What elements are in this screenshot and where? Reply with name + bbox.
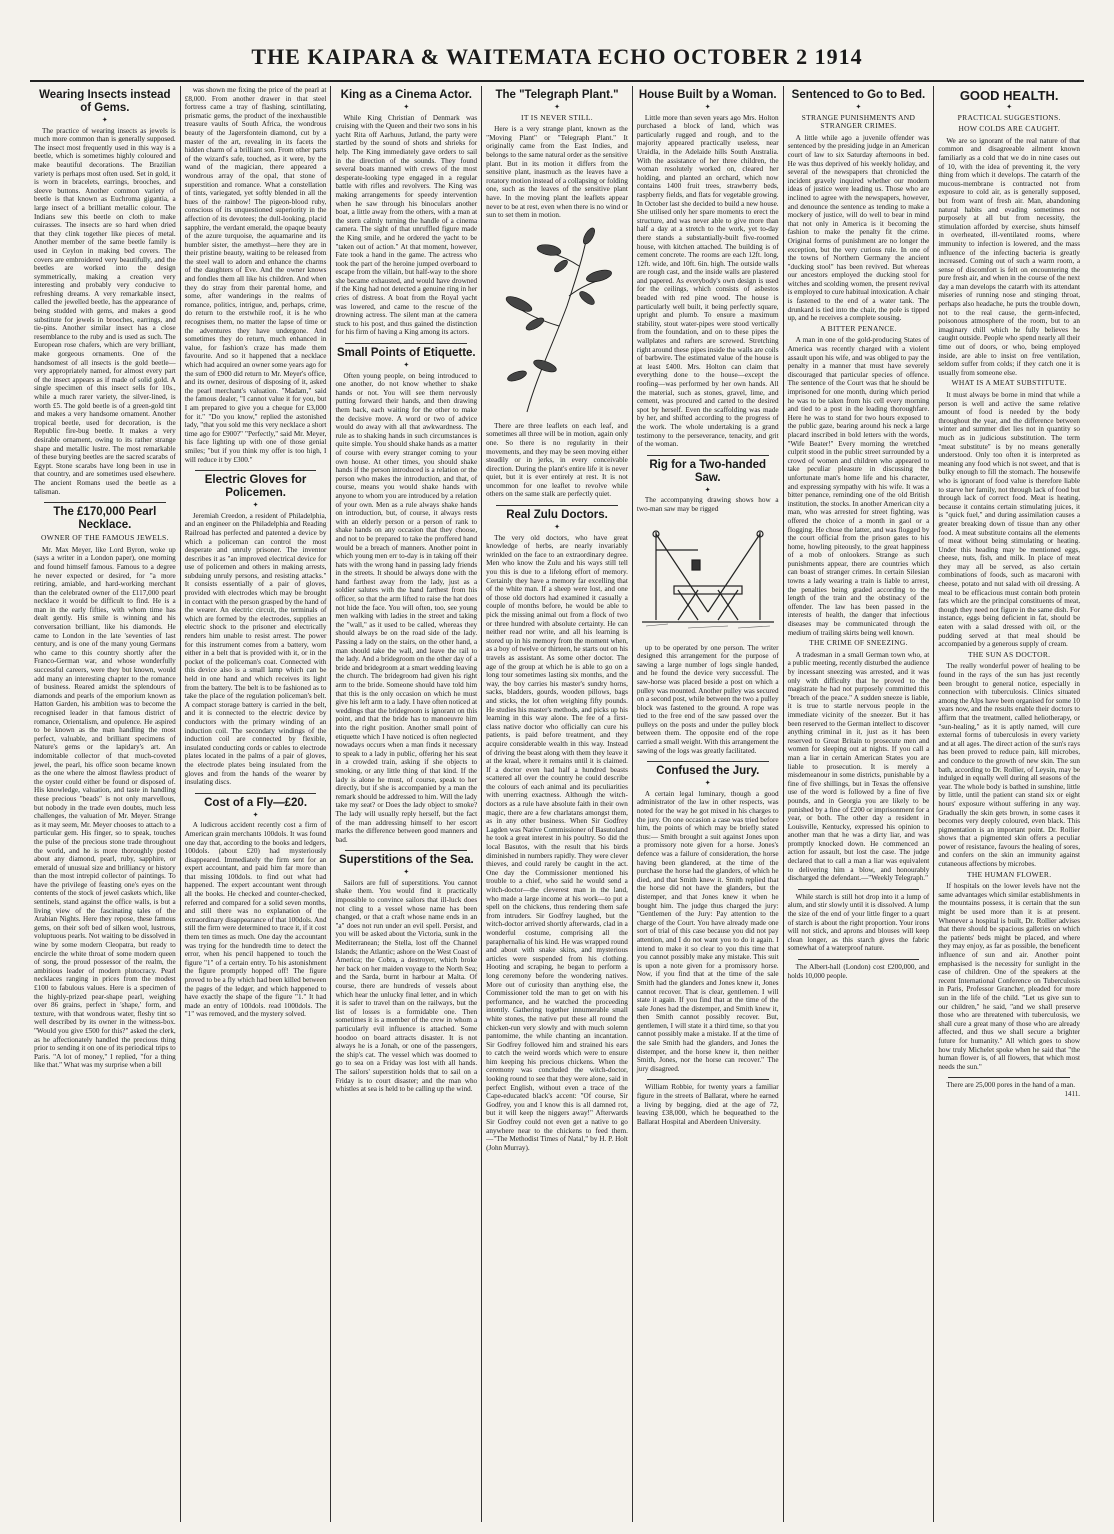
divider (647, 1079, 769, 1080)
column-2 (180, 86, 331, 1522)
star-divider: ✦ (554, 523, 560, 532)
article-body: If hospitals on the lower levels have not the same advantages which similar establishments in the mountains possess, it is certain that the sun might be used more than it is at present. Whenever a hospital is built, Dr. Rollier advises that there should be spacious galleries on which the patients' beds might be placed, and where they may enjoy, as far as possible, the beneficent influence of sun and air. Another point emphasised is the necessity for sunlight in the case of children. One of the speakers at the recent International Conference on Tuberculosis in Paris, Professor Grancher, pleaded for more sun in the life of the child. "Let us give sun to our children," he said, "and we shall preserve those who are threatened with tuberculosis, we shall cure a great many of those who are already affected, and thus we shall secure a brighter future for humanity." All which goes to show how truly Michelet spoke when he said that "the human flower is, of all flowers, that which most needs the sun." (938, 882, 1081, 1071)
headline: The £170,000 Pearl Necklace. (53, 506, 157, 532)
star-divider: ✦ (855, 103, 862, 111)
divider (948, 1077, 1070, 1078)
headline: Small Points of Etiquette. (336, 347, 476, 360)
divider (345, 850, 467, 851)
article-pearl-necklace (34, 506, 176, 1070)
article-body: William Robbie, for twenty years a familiar figure in the streets of Ballarat, where he earned a living by begging, died at the age of 72, leaving £38,000, which he bequeathed to the Ballarat Hospital and Aberdeen University. (636, 1083, 779, 1126)
star-divider: ✦ (403, 361, 410, 370)
article-good-health (938, 89, 1080, 1071)
article-body: Little more than seven years ago Mrs. Holton purchased a block of land, which was particularly rugged and rough, and to the majority appeared practically useless, near Uraidla, in the Adelaide hills South Australia. With the assistance of her three children, the woman resolutely worked on, cleared her holding, and planted an orchard, which now contains 1400 fruit trees, strawberry beds, raspberry fields, and flats for vegetable growing. In October last she decided to build a new house. She utilised only her spare moments to erect the structure, and was never able to give more than half a day at a stretch to the work, yet to-day there stands a substantially-built five-roomed house, with kitchen attached. The building is of cement concrete. The rooms are each 12ft. long, 12ft. wide, and 10ft. 6in. high. The outside walls are rough cast, and the inside walls are plastered and papered. As everybody's own design is used for the ceilings, which consists of asbestos beaded with red pine wood. The house is particularly well built, it being perfectly square, upright and plumb. To ensure a maximum stability, stout water-pipes were stood vertically from the foundation, and on to these pipes the wallplates and rafters are screwed. Stretching right around these pipes inside the walls are coils of barbwire. The estimated value of the house is at least £400. Mrs. Holton can claim that everything done to the house—except the roofing—was performed by her own hands. All the material, such as stones, gravel, lime, and cement, was procured and carted to the desired spot by herself. Even the scaffolding was made by her, and shifted according to the progress of the work. The whole undertaking is a grand testimony to the perseverance, tenacity, and grit of the woman. (636, 113, 779, 449)
article-starch-tip (788, 893, 930, 953)
star-divider: ✦ (704, 103, 711, 111)
headline: Confused the Jury. (656, 765, 760, 778)
telegraph-plant-illustration (497, 226, 617, 416)
article-body: The accompanying drawing shows how a two-man saw may be rigged (636, 496, 779, 513)
article-body: A little while ago a juvenile offender was sentenced by the presiding judge in an American court of law to six Saturday afternoons in bed. He was thus deprived of his weekly holiday, and several of the newspapers that chronicled the incident gravely inquired whether our modern ideas of justice were leading us. Those who are inclined to agree with the newspapers, however, and denounce the sentence as tending to make a mockery of justice, will do well to bear in mind that not only in America is it becoming the fashion to make the penalty fit the crime. Original forms of punishment are no longer the exception, but the very curious rule. In one of the towns of Northern Germany the ancient "ducking stool" has been revived. But whereas our ancestors employed the ducking stool for witches and scolding women, the present revival is employed to cure habitual intoxication. A chair is fastened to the end of a water tank. The drunkard is tied into the chair, the pole is tipped up, and he receives a complete sousing. (787, 133, 930, 323)
column-1 (30, 86, 180, 1522)
article-body: There are 25,000 pores in the hand of a man. (946, 1081, 1076, 1090)
column-4 (481, 86, 632, 1522)
subheading: THE CRIME OF SNEEZING. (809, 638, 908, 648)
masthead-rule (30, 80, 1084, 82)
article-confused-jury (637, 765, 779, 1073)
article-zulu-doctors (486, 509, 628, 1152)
article-pearl-necklace-cont (185, 86, 327, 464)
subheading: PRACTICAL SUGGESTIONS. (957, 112, 1061, 122)
headline: House Built by a Woman. (638, 89, 777, 101)
star-divider: ✦ (1006, 103, 1013, 111)
article-electric-gloves (185, 474, 327, 787)
article-wearing-insects (34, 89, 176, 496)
article-body: Jeremiah Creedon, a resident of Philadelphia, and an engineer on the Philadelphia and Reading Railroad has perfected and patented a device by which a policeman can control the most desperate and unruly prisoner. The inventor describes it as "an improved electrical device for use of policemen and others in making arrests, subduing unruly persons, and resisting attacks." It consists essentially of a pair of gloves, provided with electrodes which may be brought in contact with the person grasped by the hand of the wearer. An electric circuit, the terminals of which are formed by the electrodes, supplies an electric shock to the prisoner and electrically renders him unable to resist arrest. The power for this instrument comes from a battery, worn either in a belt that is provided with it, or in the pocket of the policeman's coat. Connected with this device also is a small lamp which can be held in one hand and which receives its light from the battery. The belt is to be fashioned as to take the place of the regulation policeman's belt. A compact storage battery is carried in the belt, and it is connected to the electric device by conductors with the primary winding of an induction coil. The secondary windings of the induction coil are connected by flexible, insulated conducting cords or cables to electrode plates located in the palms of a pair of gloves, the electrode plates being insulated from the gloves and from the hands of the wearer by insulating discs. (184, 511, 327, 787)
masthead-title: THE KAIPARA & WAITEMATA ECHO OCTOBER 2 1914 (251, 44, 863, 69)
star-divider: ✦ (252, 810, 259, 819)
article-body: Sailors are full of superstitions. You cannot shake them. You would find it practically impossible to convince sailors that ill-luck does not cling to a vessel whose name has been changed, or that a craft whose name ends in an "a" does not run under an evil spell. Persist, and you will be asked about the Victoria, sunk in the Mediterranean; the Stella, lost off the Channel Islands; the Atlantic; ashore on the West Coast of America; the Cobra, a destroyer, which broke her back on her maiden voyage to the North Sea; and the Sarda, burnt in harbour at Malta. Of course, there are hundreds of vessels about which hear the unlucky final letter, and in which it is safer to travel than on the railways, but the list of losses is a formidable one. Then sometimes it is a member of the crew in whom a particularly evil influence is attached. Some hoodoo on board attracts disaster. It is not always he is a Jonah, or one of the passengers, the ship's cat. The vessel which was doomed to go to sea on a Friday was lost with all hands. The sailors' superstition holds that to sail on a Friday is to court disaster; and the man who whistles at sea is held to be calling up the wind. (335, 878, 478, 1094)
headline: Rig for a Two-handed Saw. (649, 458, 767, 484)
divider (44, 502, 166, 503)
divider (798, 959, 920, 960)
article-body: The very old doctors, who have great knowledge of herbs, are nearly invariably wrinkled on the face to an extraordinary degree. Men who know the Zulu and his ways still tell you this is due to a lifelong effort of memory. Certainly they have a memory far excelling that of the white man. If a sheep were lost, and one of those old doctors had examined it casually a couple of months before, he would be able to pick the missing animal out from a flock of two or three hundred with absolute certainty. He can neither read nor write, and all his learning is stored up in his memory from the moment when, as a boy of twelve or thirteen, he starts out on his travels as assistant. As some other doctor. The age of the group at which he is able to go on a long tour sometimes lasting six months, and the way, the boy carries his master's sundry horns, sacks, bladders, gourds, wooden pillows, bags and sticks, the lot often weighing fifty pounds. He studies his master's methods, and picks up his learning in this way alone. The fee of a first-class native doctor who officially can cure his patients, is paid before treatment, and they acquire considerable wealth in this way. Instead of driving the beast along with them they leave it at the kraal, where it remains until it is claimed. If a doctor even had half a hundred beasts scattered all over the country he could describe the colours of each animal and its peculiarities with unerring exactness. Although the witch-doctors as a rule have absolute faith in their own magic, there are a few charlatans amongst them, as in any other business. When Sir Godfrey Lagden was Native Commissioner of Basutoland he took a great interest in his poultry. So did the local Basutos, with the result that his birds diminished in numbers rapidly. They were clever thieves, and could rarely be caught in the act. One day the Commissioner mentioned his trouble to a chief, who said he would send a witch-doctor—the cleverest man in the land, who made a large income at his work—to put a spell on the chickens, thus rendering them safe from intruders. Sir Godfrey laughed, but the witch-doctor arrived shortly afterwards, clad in a wonderful costume, comprising all the paraphernalia of his kind. He was wrapped round and about with snake skins, and mysterious articles were suspended from his clothing. Hooting and scraping, he began to perform a long ceremony before the wondering natives. More out of curiosity than anything else, the Commissioner told the man to get on with his performance, and he watched the proceeding intently. Gathering together innumerable small white stones, the native put these all round the chicken-run very slowly and with much solemn pantomime, the while chanting an incantation. Sir Godfrey followed him and strained his ears to catch the weird words which were to ensure him keeping his precious chickens. When the ceremony was concluded the witch-doctor, looking round to see that they were alone, said in perfect English, without even a trace of the Cape-educated black's accent: "Of course, Sir Godfrey, you and I know this is all damned rot, but it will keep the niggers away!" Afterwards Sir Godfrey could not even get a native to go anywhere near to the chickens to feed them.—"The Methodist Times of Natal," by H. P. Holt (John Murray). (486, 533, 628, 1152)
article-house-built (637, 89, 779, 449)
article-body: A man in one of the gold-producing States of America was recently charged with a violent assault upon his wife, and was obliged to pay the penalty in a manner that must have severely discouraged that particular species of offence. The sentence of the Court was that he should be imprisoned for one month, during which period he was to be taken from his cell every morning and tied to a post in the leading thoroughfare. Here he was to stand for two hours exposed to the public gaze, bearing around his neck a large placard inscribed in bold letters with the words, "Wife Beater!" Every morning the wretched culprit stood in the public street surrounded by a crowd of women and children who appeared to take peculiar pleasure in discussing the unfortunate man's home life and his character, and expressing sympathy with his wife. It was a bitter penance, reminding one of the old British institution, the stocks. In another American city a man, who was arrested for street fighting, was offered the choice of a month in gaol or a flogging. He chose the latter, and was flogged by the court official from the prison gates to his home, howling piteously, to the great happiness of a mob of onlookers. Strange as such punishments appear, there are countries which can boast of stranger crimes. In certain Silesian towns a lady wearing a train is liable to arrest, the penalties being graded according to the length of the train and the obstinacy of the offender. The law has been passed in the interests of health, the danger that infectious diseases may be communicated through the medium of trailing skirts being well known. (787, 336, 930, 637)
subheading: A BITTER PENANCE. (820, 323, 897, 333)
article-body: up to be operated by one person. The writer designed this arrangement for the purpose of sawing a large number of logs single handed, and he found the device very successful. The saw-horse was placed beside a post on which a pulley was mounted. Another pulley was secured on a second post, while between the two a pulley block was fastened to the ground. A rope was tied to the free end of the saw passed over the pulleys on the posts and under the pulley block between them. The opposite end of the rope carried a small weight. With this arrangement the sawing of the logs was greatly facilitated. (636, 643, 779, 755)
subheading: IT IS NEVER STILL. (521, 112, 593, 122)
headline: Wearing Insects instead of Gems. (39, 89, 171, 114)
column-3 (330, 86, 481, 1522)
article-body: Here is a very strange plant, known as the "Moving Plant" or "Telegraph Plant." It originally came from the East Indies, and belongs to the same natural order as the sensitive plant. But in its motion it differs from the sensitive plant, inasmuch as the leaves have a rotatory motion instead of a collapsing or folding one, such as the leaves of the sensitive plant have. In the moving plant the leaflets appear never to be at rest, even when there is no wind or sun to set them in motion. (486, 125, 628, 220)
article-body: While starch is still hot drop into it a lump of alum, and stir slowly until it is dissolved. A lump the size of the end of your little finger to a quart of starch is about the right proportion. Your irons will not stick, and aprons and blouses will keep clean longer, as this starch gives the fabric somewhat of a waterproof nature. (787, 892, 930, 953)
headline: King as a Cinema Actor. (340, 89, 472, 101)
article-telegraph-plant (486, 89, 628, 499)
article-body: The really wonderful power of healing to be found in the rays of the sun has just recently been brought to general notice, especially in connection with tuberculosis. Clinics situated among the Alps have been organised for some 10 years now, and the results enable their doctors to affirm that the treatment, called heliotherapy, or "sun-healing," as it is aptly named, will cure external forms of tuberculosis in every variety and at all ages. The direct action of the sun's rays has been proved to reduce pain, kill microbes, and conduce to the growth of new skin. The sun bath, according to Dr. Rollier, of Leysin, may be indulged in equally well during all seasons of the year. The whole body is bathed in sunshine, little by little, until the patient can stand six or eight hours' exposure without suffering in any way. Gradually the skin gets brown, in some cases it becomes very deeply coloured, even black. This pigmentation is an important point. Dr. Rollier shows that a pigmented skin offers a peculiar power of resistance, favours the healing of sores, and confers on the skin an immunity against cutaneous affections by microbes. (938, 662, 1081, 869)
headline: Real Zulu Doctors. (506, 509, 608, 522)
star-divider: ✦ (252, 501, 259, 510)
saw-rig-illustration (638, 520, 778, 638)
article-body: It must always be borne in mind that while a person is well and active the same relative amount of food is needed by the body throughout the year, and the difference between winter and summer diet lies not in quantity so much as in judicious substitution. The term "meat substitute" is by no means generally understood. Only too often it is interpreted as meaning any food which is not sweet, and that is bulky enough to fill the stomach. The housewife who is ignorant of food value is therefore liable to starve her family, not through lack of food but through lack of correct food. Meat is heating, because it contains certain stimulating juices, it is "quick fuel," and during assimilation causes a greater breaking down of tissue than any other food. A meat substitute contains all the elements of meat without being stimulating or heating. Under this heading may be mentioned eggs, cheese, nuts, fish, and milk. In place of meat they may all be served, as also certain combinations of foods, such as macaroni with cheese, potato and nut salad with oil dressing. A meal to be efficacious must contain both protein fats which are the principal constituents of meat, though they need not figure in the same dish. For instance, eggs being deficient in fat, should be eaten with a salad dressed with oil, or the pudding served at that meal should be accompanied by a generous supply of cream. (938, 391, 1081, 649)
divider (798, 889, 920, 890)
article-body: While King Christian of Denmark was cruising with the Queen and their two sons in his yacht Rita off Aarhuus, Jutland, the party were startled by the sound of shots and shrieks for help. The King immediately gave orders to sail in the direction of the sounds. They found several boats manned with crews of the most desperate-looking type engaged in a regular battle with rifles and revolvers. The King was making arrangements for speedy intervention when he saw through his binoculars another boat, a little away from the others, with a man at the stern calmly turning the handle of a cinema camera. The sight of that unruffled figure made the King smile, and he ordered the yacht to be "taken out of action." At that moment, however, Fate took a hand in the game. The actress who took the part of the heroine jumped overboard to escape from the villain, but half-way to the shore she became exhausted, and would have drowned if the King had not detected a genuine ring in her cries of distress. A boat from the Royal yacht was lowered, and came to the rescue of the drowning actress. The silent man at the camera stuck to his post, and thus gained the distinction for his firm of having a King among its actors. (335, 113, 478, 337)
divider (647, 455, 769, 456)
column-5 (632, 86, 783, 1522)
divider (496, 505, 618, 506)
article-body: A certain legal luminary, though a good administrator of the law in other respects, was noted for the way he got mixed in his charges to the jury. On one occasion a case was tried before him, the points of which may be briefly stated thus:— Smith brought a suit against Jones upon a promissory note given for a horse. Jones's defence was a failure of consideration, the horse having been glandered, at the time of the purchase the horse had the glanders, of which he died, and that Smith knew it. Smith replied that the horse did not have the glanders, but the distemper, and that Jones knew it when he bought him. The judge thus charged the jury: "Gentlemen of the Jury: Pay attention to the charge of the Court. You have already made one sort of trial of this case because you did not pay attention, and I do not want you to do it again. I intend to make it so clear to you this time that you cannot possibly make any mistake. This suit is upon a note given for a promissory horse. Now, if you find that at the time of the sale Smith had the glanders and Jones knew it, Jones cannot recover. That is clear, gentlemen. I will state it again. If you find that at the time of the sale Jones had the distemper, and Smith knew it, then Smith cannot possibly recover. But, gentlemen, I will state it a third time, so that you cannot possibly make a mistake. If at the time of the sale Smith had the glanders, and Jones the distemper, and the horse knew it, then neither Smith, Jones, nor the horse can recover." The jury disagreed. (636, 789, 779, 1073)
headline: Sentenced to Go to Bed. (791, 89, 926, 101)
article-albert-hall (788, 963, 930, 980)
subheading: OWNER OF THE FAMOUS JEWELS. (41, 533, 169, 543)
headline: Superstitions of the Sea. (338, 854, 474, 867)
star-divider: ✦ (403, 868, 410, 877)
article-body: was shown me fixing the price of the pearl at £8,000. From another drawer in that steel fortress came a tray of flashing, scintillating, prismatic gems, the product of the inexhaustible treasure vaults of South Africa, the wondrous beauty of the Jagersfontein diamond, cut by a master of the art, revealing in its facets the hidden charm of a brilliant son. From other parts of the wizard's safe, touched, as it were, by the wand of the magician, there appeared a wondrous array of the opal, that stone of superstition and romance. What a constellation of tints, variegated, yet softly blended in all the hues of the rainbow! The pigeon-blood ruby, conscious of its unquestioned superiority in the affection of its devotees; the dull-looking, placid sapphire, the verdant emerald, the opaque beauty of the azure turquoise, the aquamarine and its humbler sister, the amethyst—here they are in their pristine beauty, waiting to be released from the steel wall to adorn and enhance the charms of the daughters of Eve. And the owner knows and fondles them all like his children. And when they do stray from their parental home, and some, after wanderings in the realms of romance, politics, intrigue, and, perhaps, crime, do return to the erstwhile roof, it is he who recognises them, no matter the lapse of time or the adventures they have undergone. And sometimes they do return, much enhanced in value, for fashion's craze has made them favourite. And so it happened that a necklace which had acquired an owner some years ago for the sum of £900 did return to Mr. Meyer's office, and its owner, desirous of disposing of it, asked the pearl merchant's valuation. "Madam," said the famous dealer, "I cannot value it for you, but I am prepared to give you a cheque for £3,000 for it." "Do you know," replied the astonished lady, "that you sold me this very necklace a short time ago for £900?" "Perfectly," said Mr. Meyer, his face lighting up with one of those genial smiles; "but if you think my offer is too high, I will reduce it by £300." (184, 86, 327, 464)
divider (345, 343, 467, 344)
headline: Cost of a Fly—£20. (204, 796, 308, 809)
article-two-handed-saw (637, 459, 779, 756)
headline: GOOD HEALTH. (959, 88, 1059, 103)
column-6 (783, 86, 934, 1522)
star-divider: ✦ (403, 103, 410, 111)
divider (647, 761, 769, 762)
subheading: THE SUN AS DOCTOR. (967, 649, 1051, 659)
star-divider: ✦ (704, 779, 711, 788)
article-body: The practice of wearing insects as jewels is much more common than is generally supposed. The insect most frequently used in this way is a beetle, which is sometimes highly coloured and make beautiful decorations. The Brazilian variety is perhaps most often used. Set in gold, it is worn in bracelets, earrings, brooches, and sleeve buttons. Another common variety of beetle is that known as Euchroma gigantia, a large insect of a brilliant metallic colour. The Indians sew this beetle on cloth to make cuirasses. The insects are so hard when dried that they clink together like pieces of metal. Another member of the same beetle family is used in Ceylon in making bed covers. The covers are embroidered very beautifully, and the beetles are worked into the design symmetrically, making a creation very interesting and probably very conducive to refreshing dreams. A very remarkable insect, called the jewelled beetle, has the appearance of being studded with gems, and makes a good substitute for jewels in brooches, earrings, and tie-pins. Another similar insect has a close resemblance to the ruby and is used as such. The European rose chafers, which are very brilliant, make gorgeous ornaments. One of the handsomest of all insects is the gold beetle—very appropriately named, for almost every part of the insect appears as if made of solid gold. A single specimen of this insect sells for 10s., while a much rarer variety, the silver-lined, is worth £5. The gold beetle is of a green-gold tint and makes a very handsome ornament. Another tropical beetle, used for decoration, is the Republic fire-bug beetle. It makes a very desirable ornament, owing to its rather strange shape and metallic lustre. The most remarkable of these burying beetles are the sacred scarabs of Egypt. Stone scarabs have long been in use in that country, and are sometimes used elsewhere. The ancient Romans used the beetle as a talisman. (34, 126, 176, 496)
column-7 (933, 86, 1084, 1522)
article-body: We are so ignorant of the real nature of that common and disagreeable ailment known familiarly as a cold that we do in nine cases out of 10, with the idea of preventing it, the very thing from which it develops. The catarrh of the mucous-membrane is contracted not from exposure to cold air, as is generally supposed, but from want of fresh air. Man, abandoning natural habits and evading sometimes not purposely at all but from necessity, the stimulation afforded by exercise, shuts himself in overheated, ill-ventilated rooms, where immunity to infection is lowered, and the mass influence of the infecting bacteria is greatly increased. Coming out of such a warm room, a sense of discomfort is felt on encountering the pure fresh air, and when in the course of the next day a man develops the catarrh with its attendant miseries of running nose and stinging throat, perhaps also headache, he puts the trouble down, not to the real cause, the germ-infected, poisonous atmosphere of the room, but to an imaginary chill which he fully believes he caught outside. People who spend nearly all their time out of doors, or who, being employed inside, are able to insist on free ventilation, seldom suffer from colds; if they catch one it is usually from someone else. (938, 136, 1081, 377)
article-body: A ludicrous accident recently cost a firm of American grain merchants 100dols. It was found one day that, according to the books and ledgers, 100dols. (about £20) had mysteriously disappeared. Immediately the firm sent for an expert accountant, and paid him far more than that missing 100dols. to find out what had happened. The expert accountant went through all the books. He checked and counter-checked, referred and compared for a solid seven months, and still there was no explanation of the extraordinary disappearance of that 100dols. And still the firm were determined to trace it, if it cost them ten times as much. One day the accountant was trying for the hundredth time to detect the error, when his pencil happened to touch the figure "1" of a certain entry. To his astonishment the figure promptly hopped off! The figure proved to be a fly which had been killed between the pages of the ledger, and which happened to have exactly the shape of the figure "1." It had made an entry of 100dols. read 1000dols. The "1" was removed, and the mystery solved. (184, 821, 327, 1019)
article-pores (938, 1081, 1080, 1098)
subheading: HOW COLDS ARE CAUGHT. (958, 124, 1060, 134)
divider (195, 793, 317, 794)
star-divider: ✦ (554, 103, 560, 111)
article-robbie (637, 1083, 779, 1126)
article-body: Often young people, on being introduced to one another, do not know whether to shake hands or not. You will see them nervously putting forward their hands, and then drawing them back, each waiting for the other to make the decisive move. A word or two of advice would do away with all that awkwardness. The rule as to shaking hands in such circumstances is quite simple. You should shake hands as a matter of course with every stranger coming to your own house. At other times, you should shake hands if the person introduced is a relation or the person who makes the introduction, and that, of course, means you would shake hands with anyone to whom you are introduced by a relation of your own. Men as a rule always shake hands on introduction, but, of course, it always rests with an elderly person or a person of rank to shake hands on any occasion that they choose, and not to be prepared to take the proffered hand would be a breach of manners. Another point in which young men err to-day is in taking off their hats with the wrong hand in passing lady friends in the streets. It should be always done with the hand farthest away from the lady, just as a soldier salutes with the hand farthest from his officer, so that the arm lifted to raise the hat does not hide the face. You will often, too, see young men walking with ladies in the street and taking the "wall," as it used to be called, whereas they should always be on the road side of the lady. Passing a lady on the stairs, on the other hand, a man should take the wall, and leave the rail to the lady. And a bridegroom on the other day of a bride and bridegroom at a smart wedding leaving the church. The bridegroom had given his right arm to the bride. Someone should have told him that this is the only occasion on which he must give his left arm to a lady. I have often noticed at weddings that the bridegroom is ignorant on this point, and that the bride has to manoeuvre him into the right position. Another small point of etiquette which I have noticed is often neglected nowadays occurs when a man finds it necessary to speak to a lady in public, offering her his seat in a crowded train, asking if she objects to smoking, or any little thing of that kind. If the lady is alone he must, of course, speak to her directly, but if she is accompanied by a man the remark should be addressed to him. Will the lady take my seat? or Does the lady object to smoke? The lady will usually reply herself, but the fact of the man addressing himself to her escort marks the difference between good manners and bad. (335, 371, 478, 844)
article-etiquette (335, 347, 477, 844)
article-sea-superstitions (335, 854, 477, 1093)
subheading: THE HUMAN FLOWER. (966, 869, 1052, 879)
subheading: WHAT IS A MEAT SUBSTITUTE. (951, 378, 1067, 388)
subheading: STRANGE PUNISHMENTS AND STRANGER CRIMES. (801, 112, 916, 131)
headline: The "Telegraph Plant." (495, 89, 619, 101)
article-body: The Albert-hall (London) cost £200,000, and holds 10,000 people. (787, 963, 930, 980)
divider (195, 470, 317, 471)
article-king-cinema (335, 89, 477, 337)
star-divider: ✦ (704, 485, 711, 494)
star-divider: ✦ (101, 116, 108, 124)
newspaper-columns (30, 86, 1084, 1522)
article-body: A tradesman in a small German town who, at a public meeting, recently disturbed the audience by incessant sneezing was arrested, and it was only with difficulty that he proved to the magistrate he had not purposely committed this "breach of the peace." A sudden sneeze is liable, it is true to startle nervous people in the immediate vicinity of the sneezer. But it has been reserved to the German intellect to discover anything criminal in it, just as it has been reserved to Great Britain to prosecute men and women for sleeping out at nights. If you call a man a liar in certain American States you are liable to prosecution. It is merely a misdemeanour in some districts, punishable by a fine of five shillings, but in Texas the offensive use of the word is followed by a fine of five pounds, and in Georgia you are likely to be punished by a fine of £200 or imprisonment for a year, or both. The other day a resident in Louisville, Kentucky, expressed his opinion to another man that he was a dirty liar, and was promptly knocked down. He commenced an action for assault, but lost the case. The judge declared that to call a man a liar was equivalent to delivering him a blow, and honourably discharged the defendant.—"Weekly Telegraph." (787, 650, 930, 883)
page-number: 1411. (1064, 1089, 1081, 1098)
article-body: Mr. Max Meyer, like Lord Byron, woke up (says a writer in a London paper), one morning and found himself famous. Famous to a degree he never expected or desired, for "a more retiring, amiable, and hard-working merchant than the celebrated owner of the £117,000 pearl necklace it would be difficult to find. He is a man in the early fifties, with whom time has dealt gently. His smile is winning and his conversation brilliant, like his diamonds. He came to London in the late 'seventies of last century, and is one of the many young Germans who came to this country shortly after the Franco-German war, and whose wonderfully successful careers, were they but known, would add many an interesting chapter to the romance of business. Reared amidst the splendours of diamonds and pearls of the emporium known as Hatton Garden, his ambition was to become the recognised leader in that famous district of romance, Orientalism, and opulence. He aspired to be known as the man handling the most perfect, valuable, and brilliant specimens of Nature's gems or the lapidary's art. An indomitable collector of that much-coveted jewel, the pearl, his office soon became known as the one where the almost flawless product of the oyster could either be found or disposed of. His knowledge, valuation, and taste in handling these precious "beads" is not only marvellous, but nobody in the trade even doubts, much less challenges, the valuation of Mr. Meyer. Strange as it may seem, Mr. Meyer chooses to attach to a particular gem. His finger, so to speak, touches the pulse of the precious stone trade throughout the world, and he is more thoroughly posted about any diamond, pearl, ruby, sapphire, or emerald of unusual size and brilliancy or history than the most intrepid collector of paintings. To have the privilege of feasting one's eyes on the contents of the stock of jewel caskets which, like sentinels, stand against the office walls, is but a living view of the fascinating tales of the Arabian Nights. Here they repose, these famous gems, on their soft bed of silken wool, lustrous, voluptuous pearls. Not waiting to be dissolved in wine by some modern Cleopatra, but ready to encircle the white throat of some modern queen of song, the proud possessor of the realm, the ambitious leader of modern plutocracy. Pearl necklaces ranging in prices from the modest £100 to fabulous values. Here is a specimen of the highly-prized pear-shape pearl, weighing over 86 grains, perfect in 'shape,' form, and texture, with that wondrous water, fleshy tint so well described by its owner in the witness-box. "Would you give £500 for this?" asked the clerk, as he affectionately handled the precious thing prior to sending it on one of its periodical trips to Paris. "A lot of money," I replied, "for a thing like that." What was my surprise when a bill (34, 545, 176, 1070)
headline: Electric Gloves for Policemen. (204, 474, 307, 500)
article-body: There are three leaflets on each leaf, and sometimes all three will be in motion, again only one. So there is no regularity in their movements, and they may be seen moving either steadily or in jerks, in every conceivable direction. During the plant's entire life it is never quiet, but it is ever entirely at rest. It is not uncommon for one leaflet to revolve while others on the same stalk are perfectly quiet. (486, 421, 628, 499)
article-cost-of-fly (185, 797, 327, 1019)
article-sentenced-to-bed (788, 89, 930, 883)
